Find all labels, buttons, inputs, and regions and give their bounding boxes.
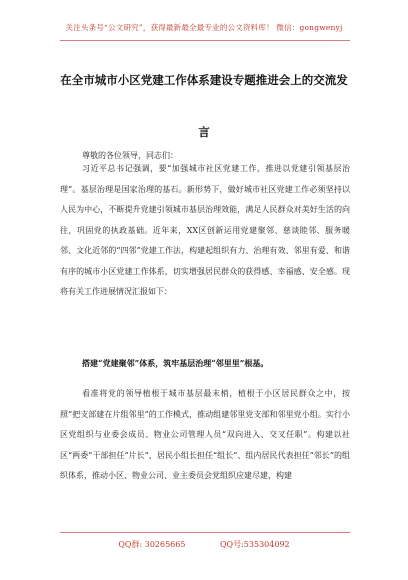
footer <box>0 539 408 550</box>
footer-qq-number: QQ号:535304092 <box>220 540 290 549</box>
document-title: 在全市城市小区党建工作体系建设专题推进会上的交流发 <box>60 73 348 87</box>
paragraph-body: 看准将党的领导植根于城市基层最末梢，植根于小区居民群众之中，按照“把支部建在片组邻里”的工作模式，推动组建邻里党支部和邻里党小组。实行小区党组织与业委会成员、物业公司管理人员“双向进入、交叉任职”。构建以社区“两委”干部担任“片长”、居民小组长担任“组长”、组内居民代表担任“邻长”的组织体系，推动小区、物业公司、业主委员会党组织应建尽建，构建 <box>60 389 350 480</box>
salutation: 尊敬的各位领导，同志们： <box>82 151 178 160</box>
footer-qq-group: QQ群: 30265665 <box>118 540 186 549</box>
footer-divider <box>60 532 350 533</box>
header-divider <box>60 40 350 41</box>
header-banner: 关注头条号“公文研究”，获得最新最全最专业的公文资料库！ 微信：gongwenyj <box>65 23 343 32</box>
document-title-continued: 言 <box>198 125 210 139</box>
paragraph-intro: 习近平总书记强调，要“加强城市社区党建工作，推进以党建引领基层治理”。基层治理是国家治理的基石。新形势下，做好城市社区党建工作必须坚持以人民为中心，不断提升党建引领城市基层治理效能，满足人民群众对美好生活的向往，巩固党的执政基础。近年来，XX区创新运用党建聚邻、慈谈睦邻、服务暖邻、文化近邻的“四邻”党建工作法，构建起组织有力、治理有效、邻里有爱、和谐有序的城市小区党建工作体系，切实增强居民群众的获得感、幸福感、安全感。现将有关工作进展情况汇报如下： <box>60 164 350 296</box>
section-heading: 搭建“党建聚邻”体系，筑牢基层治理“邻里里”根基。 <box>82 358 269 368</box>
